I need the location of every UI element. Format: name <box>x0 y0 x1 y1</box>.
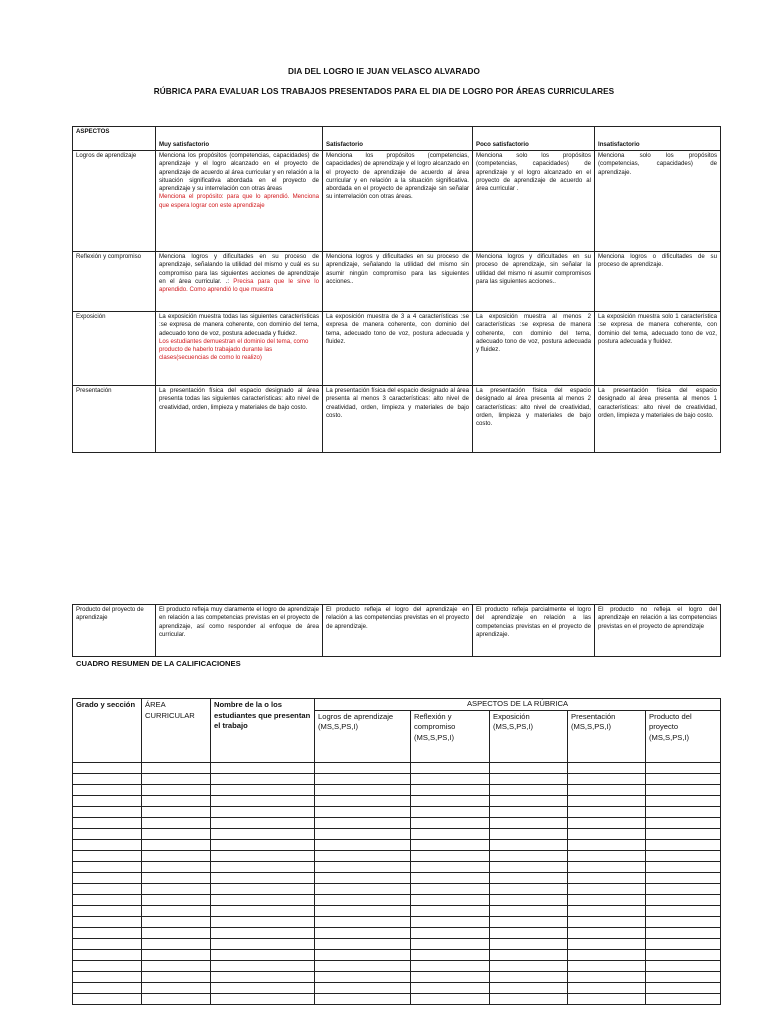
summary-empty-cell <box>646 817 721 828</box>
summary-empty-row <box>73 960 721 971</box>
summary-empty-cell <box>211 971 315 982</box>
summary-empty-cell <box>73 828 142 839</box>
summary-empty-cell <box>211 982 315 993</box>
rubric-row-producto <box>73 605 721 657</box>
summary-empty-cell <box>211 938 315 949</box>
summary-empty-row <box>73 762 721 773</box>
summary-empty-row <box>73 817 721 828</box>
summary-empty-cell <box>411 861 490 872</box>
summary-empty-row <box>73 883 721 894</box>
header-satisfactorio: Satisfactorio <box>323 127 473 151</box>
summary-empty-cell <box>211 861 315 872</box>
summary-empty-cell <box>411 773 490 784</box>
summary-empty-cell <box>568 817 646 828</box>
summary-empty-cell <box>568 927 646 938</box>
summary-empty-cell <box>411 938 490 949</box>
summary-empty-cell <box>490 916 568 927</box>
summary-empty-cell <box>211 905 315 916</box>
summary-empty-cell <box>646 872 721 883</box>
aspect-logros: Logros de aprendizaje <box>73 151 156 252</box>
summary-empty-row <box>73 861 721 872</box>
cell-ps: Menciona logros y dificultades en su proceso de aprendizaje, sin señalar la utilidad del mismo ni asumir compromisos para las siguientes acciones.. <box>473 252 595 312</box>
summary-empty-cell <box>568 828 646 839</box>
header-logros: Logros de aprendizaje (MS,S,PS,I) <box>315 710 411 762</box>
summary-empty-cell <box>142 773 211 784</box>
summary-empty-cell <box>568 806 646 817</box>
summary-empty-cell <box>646 894 721 905</box>
summary-empty-cell <box>211 828 315 839</box>
summary-empty-cell <box>490 795 568 806</box>
summary-empty-cell <box>411 839 490 850</box>
summary-empty-cell <box>142 938 211 949</box>
summary-empty-cell <box>73 982 142 993</box>
summary-empty-cell <box>490 960 568 971</box>
rubric-row-exposicion <box>73 312 721 386</box>
summary-empty-cell <box>73 817 142 828</box>
cell-ps: El producto refleja parcialmente el logro del aprendizaje en relación a las competencias previstas en el proyecto de aprendizaje. <box>473 605 595 657</box>
summary-empty-cell <box>73 883 142 894</box>
summary-empty-cell <box>490 762 568 773</box>
summary-empty-cell <box>411 916 490 927</box>
cell-s: El producto refleja el logro del aprendizaje en relación a las competencias previstas en el proyecto de aprendizaje. <box>323 605 473 657</box>
summary-empty-cell <box>646 806 721 817</box>
summary-empty-cell <box>490 971 568 982</box>
cell-ms-text: Menciona logros y dificultades en su proceso de aprendizaje, señalando la utilidad del mismo y cuál es su compromiso para las siguientes acciones de aprendizaje en el área curricular. .: <box>159 253 319 285</box>
summary-empty-cell <box>315 817 411 828</box>
summary-empty-cell <box>490 839 568 850</box>
summary-empty-cell <box>568 960 646 971</box>
summary-empty-cell <box>73 773 142 784</box>
aspect-producto: Producto del proyecto de aprendizaje <box>73 605 156 657</box>
cell-ms: La presentación física del espacio designado al área presenta todas las siguientes características: alto nivel de creatividad, orden, limpieza y materiales de bajo costo. <box>156 386 323 453</box>
summary-empty-cell <box>142 828 211 839</box>
header-student-names: Nombre de la o los estudiantes que presentan el trabajo <box>211 699 315 763</box>
summary-empty-cell <box>315 773 411 784</box>
header-insatisfactorio: Insatisfactorio <box>595 127 721 151</box>
header-poco-satisfactorio: Poco satisfactorio <box>473 127 595 151</box>
summary-empty-cell <box>646 960 721 971</box>
summary-empty-cell <box>411 762 490 773</box>
summary-empty-cell <box>315 883 411 894</box>
summary-empty-cell <box>568 971 646 982</box>
cell-s: La exposición muestra de 3 a 4 características :se expresa de manera coherente, con dominio del tema, adecuado tono de voz, postura adecuada y fluidez. <box>323 312 473 386</box>
summary-empty-cell <box>211 773 315 784</box>
summary-empty-cell <box>490 993 568 1004</box>
header-reflexion: Reflexión y compromiso (MS,S,PS,I) <box>411 710 490 762</box>
header-muy-satisfactorio: Muy satisfactorio <box>156 127 323 151</box>
summary-empty-cell <box>315 971 411 982</box>
summary-empty-cell <box>490 949 568 960</box>
summary-empty-cell <box>73 960 142 971</box>
cell-ps: Menciona solo los propósitos (competencias, capacidades) de aprendizaje y el logro alcanzado en el proyecto de aprendizaje de acuerdo al área curricular . <box>473 151 595 252</box>
summary-empty-cell <box>490 850 568 861</box>
summary-empty-cell <box>142 971 211 982</box>
summary-empty-cell <box>211 817 315 828</box>
summary-empty-cell <box>411 927 490 938</box>
cell-i: Menciona solo los propósitos (competencias, capacidades) de aprendizaje. <box>595 151 721 252</box>
summary-empty-cell <box>646 993 721 1004</box>
summary-empty-cell <box>490 905 568 916</box>
summary-empty-cell <box>568 784 646 795</box>
summary-empty-cell <box>411 971 490 982</box>
summary-empty-cell <box>411 993 490 1004</box>
summary-empty-cell <box>315 850 411 861</box>
summary-empty-cell <box>73 762 142 773</box>
summary-empty-cell <box>646 883 721 894</box>
summary-empty-cell <box>73 916 142 927</box>
summary-empty-row <box>73 927 721 938</box>
summary-empty-row <box>73 993 721 1004</box>
summary-empty-cell <box>73 861 142 872</box>
summary-empty-cell <box>315 762 411 773</box>
summary-empty-cell <box>142 784 211 795</box>
summary-empty-cell <box>211 850 315 861</box>
summary-empty-cell <box>142 927 211 938</box>
cell-ms <box>156 151 323 252</box>
aspect-reflexion: Reflexión y compromiso <box>73 252 156 312</box>
summary-empty-cell <box>211 883 315 894</box>
rubric-row-presentacion <box>73 386 721 453</box>
summary-empty-row <box>73 938 721 949</box>
summary-empty-cell <box>568 993 646 1004</box>
summary-empty-cell <box>568 795 646 806</box>
summary-empty-row <box>73 894 721 905</box>
summary-empty-cell <box>490 861 568 872</box>
summary-empty-cell <box>490 806 568 817</box>
header-aspects: ASPECTOS <box>73 127 156 151</box>
summary-empty-cell <box>646 916 721 927</box>
summary-empty-cell <box>568 938 646 949</box>
summary-empty-cell <box>142 872 211 883</box>
summary-empty-cell <box>315 894 411 905</box>
cell-i: El producto no refleja el logro del aprendizaje en relación a las competencias previstas en el proyecto de aprendizaje <box>595 605 721 657</box>
rubric-table <box>72 126 721 453</box>
summary-empty-row <box>73 828 721 839</box>
summary-empty-row <box>73 971 721 982</box>
summary-empty-cell <box>142 883 211 894</box>
summary-empty-cell <box>73 839 142 850</box>
rubric-row-logros <box>73 151 721 252</box>
summary-empty-cell <box>568 861 646 872</box>
summary-empty-cell <box>646 861 721 872</box>
summary-empty-row <box>73 773 721 784</box>
aspect-exposicion: Exposición <box>73 312 156 386</box>
summary-empty-cell <box>568 872 646 883</box>
summary-empty-cell <box>315 784 411 795</box>
summary-empty-cell <box>411 806 490 817</box>
cell-ms <box>156 312 323 386</box>
summary-empty-cell <box>142 916 211 927</box>
document-title: DIA DEL LOGRO IE JUAN VELASCO ALVARADO <box>288 67 480 76</box>
summary-empty-cell <box>73 795 142 806</box>
summary-empty-cell <box>315 828 411 839</box>
summary-empty-cell <box>211 949 315 960</box>
summary-empty-cell <box>73 806 142 817</box>
cell-ms: El producto refleja muy claramente el logro de aprendizaje en relación a las competencias previstas en el proyecto de aprendizaje, así como responder al enfoque de área curricular. <box>156 605 323 657</box>
summary-empty-cell <box>211 960 315 971</box>
summary-empty-cell <box>646 773 721 784</box>
summary-empty-row <box>73 872 721 883</box>
summary-title: CUADRO RESUMEN DE LA CALIFICACIONES <box>76 659 241 668</box>
summary-empty-cell <box>211 872 315 883</box>
summary-empty-cell <box>411 784 490 795</box>
summary-empty-cell <box>490 982 568 993</box>
summary-empty-cell <box>315 927 411 938</box>
summary-empty-cell <box>142 806 211 817</box>
summary-empty-cell <box>490 938 568 949</box>
summary-empty-cell <box>142 993 211 1004</box>
summary-empty-cell <box>411 905 490 916</box>
summary-empty-cell <box>142 861 211 872</box>
summary-empty-cell <box>211 806 315 817</box>
summary-empty-cell <box>211 916 315 927</box>
rubric-row-reflexion <box>73 252 721 312</box>
summary-empty-cell <box>568 894 646 905</box>
summary-empty-cell <box>315 938 411 949</box>
summary-empty-cell <box>646 971 721 982</box>
summary-empty-cell <box>490 894 568 905</box>
summary-empty-cell <box>411 872 490 883</box>
summary-empty-cell <box>568 905 646 916</box>
cell-i: Menciona logros o dificultades de su proceso de aprendizaje. <box>595 252 721 312</box>
summary-empty-cell <box>315 872 411 883</box>
cell-s: La presentación física del espacio designado al área presenta al menos 3 características: alto nivel de creatividad, orden, limpieza y materiales de bajo costo. <box>323 386 473 453</box>
summary-empty-row <box>73 916 721 927</box>
summary-table <box>72 698 721 1005</box>
summary-empty-cell <box>73 938 142 949</box>
summary-empty-cell <box>646 828 721 839</box>
cell-s: Menciona los propósitos (competencias, capacidades) de aprendizaje y el logro alcanzado en el proyecto de aprendizaje de acuerdo al área curricular y en relación a la situación significativa. abordada en el proyecto de aprendizaje sin señalar su interrelación con otras áreas. <box>323 151 473 252</box>
header-grade: Grado y sección <box>73 699 142 763</box>
summary-empty-cell <box>315 795 411 806</box>
summary-empty-row <box>73 949 721 960</box>
summary-empty-cell <box>646 905 721 916</box>
cell-s: Menciona logros y dificultades en su proceso de aprendizaje, señalando la utilidad del mismo sin asumir ningún compromiso para las siguientes acciones.. <box>323 252 473 312</box>
summary-empty-cell <box>411 960 490 971</box>
summary-empty-cell <box>73 993 142 1004</box>
summary-empty-cell <box>142 839 211 850</box>
summary-empty-row <box>73 850 721 861</box>
summary-empty-cell <box>568 982 646 993</box>
summary-empty-cell <box>490 872 568 883</box>
summary-empty-cell <box>142 960 211 971</box>
summary-empty-cell <box>411 982 490 993</box>
summary-empty-cell <box>142 894 211 905</box>
summary-empty-row <box>73 982 721 993</box>
cell-ps: La presentación física del espacio designado al área presenta al menos 2 características: alto nivel de creatividad, orden, limpieza y materiales de bajo costo. <box>473 386 595 453</box>
summary-empty-cell <box>646 927 721 938</box>
summary-empty-cell <box>490 817 568 828</box>
summary-empty-cell <box>315 993 411 1004</box>
summary-empty-cell <box>142 795 211 806</box>
summary-empty-cell <box>411 795 490 806</box>
summary-empty-cell <box>490 784 568 795</box>
cell-ms-text: La exposición muestra todas las siguientes características :se expresa de manera coherente, con dominio del tema, adecuado tono de voz, postura adecuada y fluidez. <box>159 313 319 337</box>
summary-empty-cell <box>211 927 315 938</box>
rubric-title: RÚBRICA PARA EVALUAR LOS TRABAJOS PRESENTADOS PARA EL DIA DE LOGRO POR ÁREAS CURRICULARES <box>153 87 615 96</box>
header-area: ÁREA CURRICULAR <box>142 699 211 763</box>
summary-empty-cell <box>142 982 211 993</box>
summary-empty-cell <box>315 806 411 817</box>
summary-empty-cell <box>646 982 721 993</box>
summary-empty-cell <box>142 817 211 828</box>
summary-empty-cell <box>211 784 315 795</box>
aspect-presentacion: Presentación <box>73 386 156 453</box>
summary-empty-cell <box>646 795 721 806</box>
summary-empty-cell <box>315 960 411 971</box>
summary-empty-cell <box>646 839 721 850</box>
cell-ms-note: Los estudiantes demuestran el dominio del tema, como producto de haberlo trabajado durante las clases(secuencias de como lo realizo) <box>159 337 309 362</box>
summary-empty-cell <box>142 905 211 916</box>
summary-empty-cell <box>315 916 411 927</box>
summary-empty-row <box>73 905 721 916</box>
summary-empty-cell <box>73 905 142 916</box>
product-table <box>72 604 721 657</box>
summary-empty-cell <box>315 905 411 916</box>
summary-empty-cell <box>646 762 721 773</box>
summary-empty-cell <box>73 850 142 861</box>
cell-ps: La exposición muestra al menos 2 características :se expresa de manera coherente, con dominio del tema, adecuado tono de voz, postura adecuada y fluidez. <box>473 312 595 386</box>
summary-empty-row <box>73 784 721 795</box>
summary-empty-cell <box>211 762 315 773</box>
summary-empty-cell <box>411 817 490 828</box>
summary-empty-cell <box>411 828 490 839</box>
summary-empty-cell <box>73 971 142 982</box>
summary-empty-cell <box>490 828 568 839</box>
summary-empty-cell <box>211 795 315 806</box>
summary-empty-cell <box>315 839 411 850</box>
summary-empty-cell <box>490 773 568 784</box>
summary-empty-cell <box>411 949 490 960</box>
summary-empty-cell <box>211 839 315 850</box>
summary-empty-cell <box>411 883 490 894</box>
summary-empty-cell <box>315 861 411 872</box>
header-presentacion: Presentación (MS,S,PS,I) <box>568 710 646 762</box>
summary-empty-cell <box>490 883 568 894</box>
cell-ms-note: Precisa para que le sirve lo aprendido. Como aprendió lo que muestra <box>159 277 319 294</box>
cell-ms-text: Menciona los propósitos (competencias, capacidades) de aprendizaje y el logro alcanzado en el proyecto de aprendizaje de acuerdo al área curricular y en relación a la situación significativa abordada en el proyecto de aprendizaje y su interrelación con otras áreas <box>159 152 319 193</box>
cell-ms-note: Menciona el propósito: para que lo aprendió. Menciona que espera lograr con este aprendizaje <box>159 193 319 209</box>
cell-ms <box>156 252 323 312</box>
summary-empty-cell <box>568 839 646 850</box>
summary-empty-cell <box>73 894 142 905</box>
summary-empty-row <box>73 839 721 850</box>
summary-empty-cell <box>490 927 568 938</box>
header-exposicion: Exposición (MS,S,PS,I) <box>490 710 568 762</box>
summary-empty-cell <box>142 762 211 773</box>
summary-empty-cell <box>315 982 411 993</box>
summary-empty-cell <box>568 762 646 773</box>
summary-empty-cell <box>73 927 142 938</box>
summary-empty-cell <box>411 894 490 905</box>
summary-empty-cell <box>315 949 411 960</box>
header-rubric-aspects: ASPECTOS DE LA RÚBRICA <box>315 699 721 711</box>
cell-i: La presentación física del espacio designado al área presenta al menos 1 características: alto nivel de creatividad, orden, limpieza y materiales de bajo costo. <box>595 386 721 453</box>
summary-empty-cell <box>646 850 721 861</box>
summary-empty-cell <box>646 784 721 795</box>
summary-empty-cell <box>646 949 721 960</box>
cell-i: La exposición muestra solo 1 característica :se expresa de manera coherente, con dominio del tema, adecuado tono de voz, postura adecuada y fluidez. <box>595 312 721 386</box>
summary-empty-cell <box>568 883 646 894</box>
summary-empty-cell <box>568 949 646 960</box>
summary-empty-cell <box>73 949 142 960</box>
summary-empty-cell <box>568 773 646 784</box>
summary-empty-cell <box>568 850 646 861</box>
summary-empty-cell <box>646 938 721 949</box>
summary-empty-cell <box>73 872 142 883</box>
summary-empty-cell <box>411 850 490 861</box>
summary-empty-cell <box>211 993 315 1004</box>
summary-empty-cell <box>211 894 315 905</box>
summary-empty-cell <box>142 850 211 861</box>
summary-empty-cell <box>73 784 142 795</box>
summary-empty-cell <box>142 949 211 960</box>
summary-empty-cell <box>568 916 646 927</box>
summary-empty-row <box>73 795 721 806</box>
summary-empty-row <box>73 806 721 817</box>
header-producto: Producto del proyecto (MS,S,PS,I) <box>646 710 721 762</box>
